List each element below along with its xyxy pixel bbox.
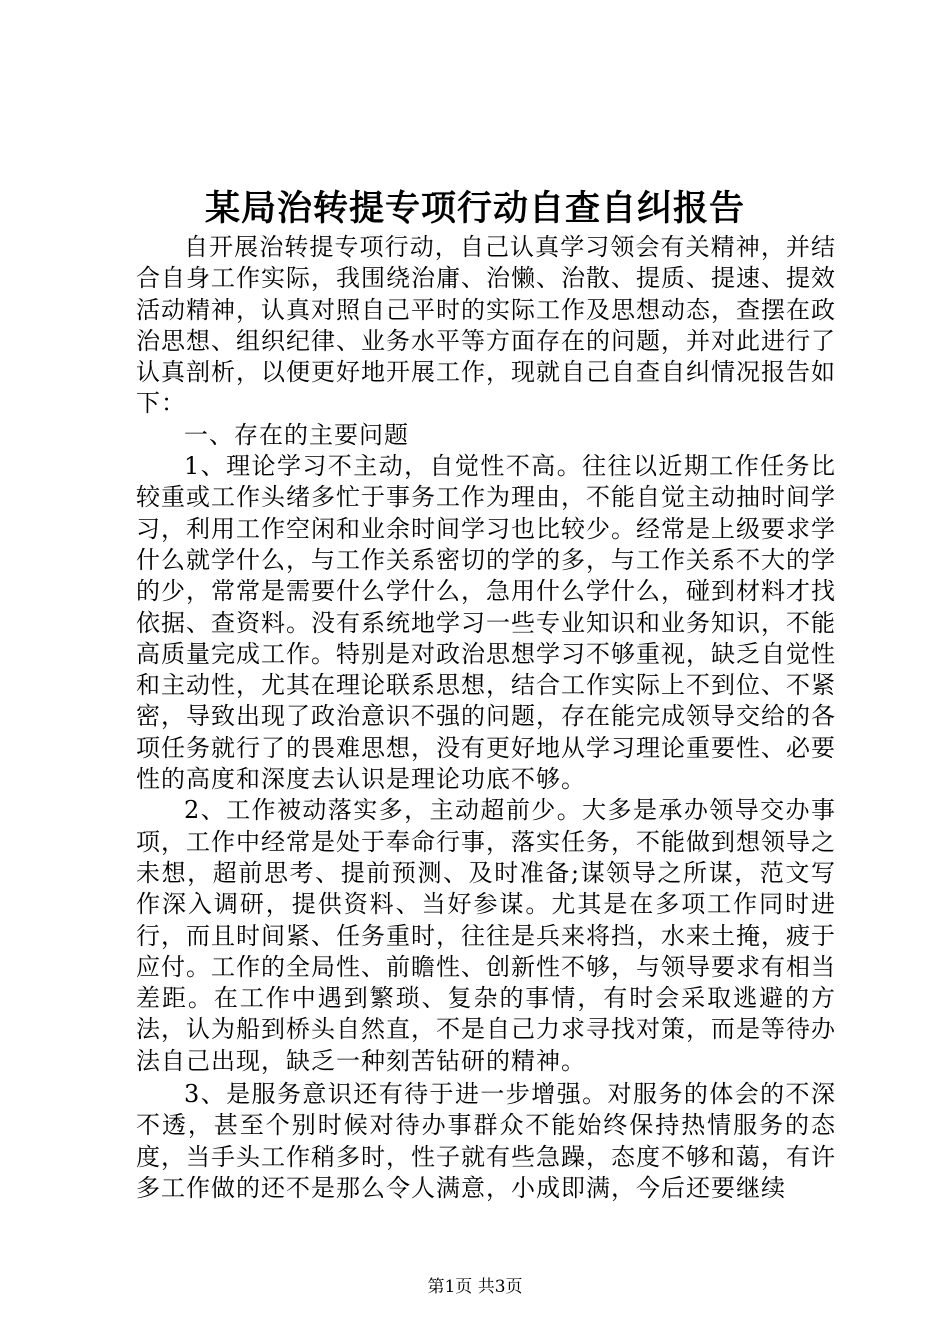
document-title: 某局治转提专项行动自查自纠报告 bbox=[204, 188, 745, 229]
issue-paragraph-3: 3、是服务意识还有待于进一步增强。对服务的体会的不深不透，甚至个别时候对待办事群众不能始终保持热情服务的态度，当手头工作稍多时，性子就有些急躁，态度不够和蔼，有许多工作做的还不是那么令人满意，小成即满，今后还要继续 bbox=[136, 1080, 836, 1202]
issue-paragraph-1: 1、理论学习不主动，自觉性不高。往往以近期工作任务比较重或工作头绪多忙于事务工作为理由，不能自觉主动抽时间学习，利用工作空闲和业余时间学习也比较少。经常是上级要求学什么就学什么，与工作关系密切的学的多，与工作关系不大的学的少，常常是需要什么学什么，急用什么学什么，碰到材料才找依据、查资料。没有系统地学习一些专业知识和业务知识，不能高质量完成工作。特别是对政治思想学习不够重视，缺乏自觉性和主动性，尤其在理论联系思想，结合工作实际上不到位、不紧密，导致出现了政治意识不强的问题，存在能完成领导交给的各项任务就行了的畏难思想，没有更好地从学习理论重要性、必要性的高度和深度去认识是理论功底不够。 bbox=[136, 452, 836, 794]
section-heading: 一、存在的主要问题 bbox=[184, 420, 409, 449]
intro-paragraph: 自开展治转提专项行动，自己认真学习领会有关精神，并结合自身工作实际，我围绕治庸、治懒、治散、提质、提速、提效活动精神，认真对照自己平时的实际工作及思想动态，查摆在政治思想、组织纪律、业务水平等方面存在的问题，并对此进行了认真剖析，以便更好地开展工作，现就自己自查自纠情况报告如下： bbox=[136, 233, 836, 418]
issue-paragraph-2: 2、工作被动落实多，主动超前少。大多是承办领导交办事项，工作中经常是处于奉命行事，落实任务，不能做到想领导之未想，超前思考、提前预测、及时准备;谋领导之所谋，范文写作深入调研，提供资料、当好参谋。尤其是在多项工作同时进行，而且时间紧、任务重时，往往是兵来将挡，水来土掩，疲于应付。工作的全局性、前瞻性、创新性不够，与领导要求有相当差距。在工作中遇到繁琐、复杂的事情，有时会采取逃避的方法，认为船到桥头自然直，不是自己力求寻找对策，而是等待办法自己出现，缺乏一种刻苦钻研的精神。 bbox=[136, 796, 836, 1075]
document-body bbox=[136, 232, 836, 1204]
page-number-footer: 第1页 共3页 bbox=[427, 1277, 523, 1297]
